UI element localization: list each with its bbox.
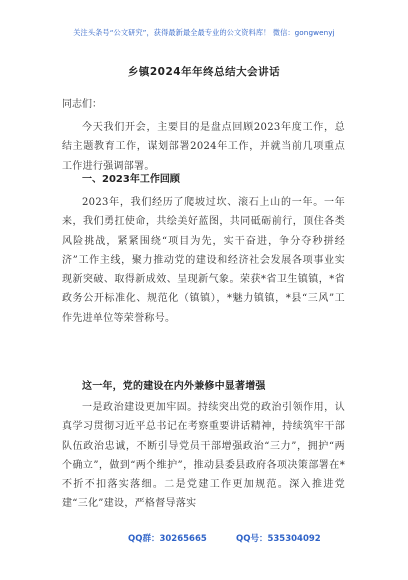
footer-qq-group[interactable]: QQ群：30265665: [128, 534, 207, 544]
party-building-paragraph: 一是政治建设更加牢固。持续突出党的政治引领作用，认真学习贯彻习近平总书记在考察重要讲话精神，持续筑牢干部队伍政治忠诚，不断引导党员干部增强政治“三力”，拥护“两个确立”，做到“两个维护”，推动县委县政府各项决策部署在*不折不扣落实落细。二是党建工作更加规范。深入推进党建“三化”建设，严格督导落实: [62, 402, 345, 510]
subsection-heading-party-building: 这一年，党的建设在内外兼修中显著增强: [82, 381, 266, 392]
document-title: 乡镇2024年年终总结大会讲话: [127, 66, 281, 78]
salutation: 同志们：: [62, 99, 102, 110]
footer-qq-number[interactable]: QQ号：535304092: [236, 534, 321, 544]
intro-paragraph: 今天我们开会，主要目的是盘点回顾2023年度工作，总结主题教育工作，谋划部署2024年工作，并就当前几项重点工作进行强调部署。: [62, 122, 345, 172]
review-paragraph: 2023年，我们经历了爬坡过坎、滚石上山的一年。一年来，我们勇扛使命，共绘美好蓝图，共同砥砺前行，顶住各类风险挑战，紧紧围绕“项目为先，实干奋进，争分夺秒拼经济”工作主线，聚力推动党的建设和经济社会发展各项事业实现新突破、取得新成效、呈现新气象。荣获*省卫生镇镇，*省政务公开标准化、规范化（镇镇），*魅力镇镇，*县“三风”工作先进单位等荣誉称号。: [62, 197, 345, 324]
section-heading-review: 一、2023年工作回顾: [82, 174, 180, 185]
header-banner[interactable]: 关注头条号“公文研究”，获得最新最全最专业的公文资料库！ 微信：gongwenyj: [73, 28, 335, 37]
